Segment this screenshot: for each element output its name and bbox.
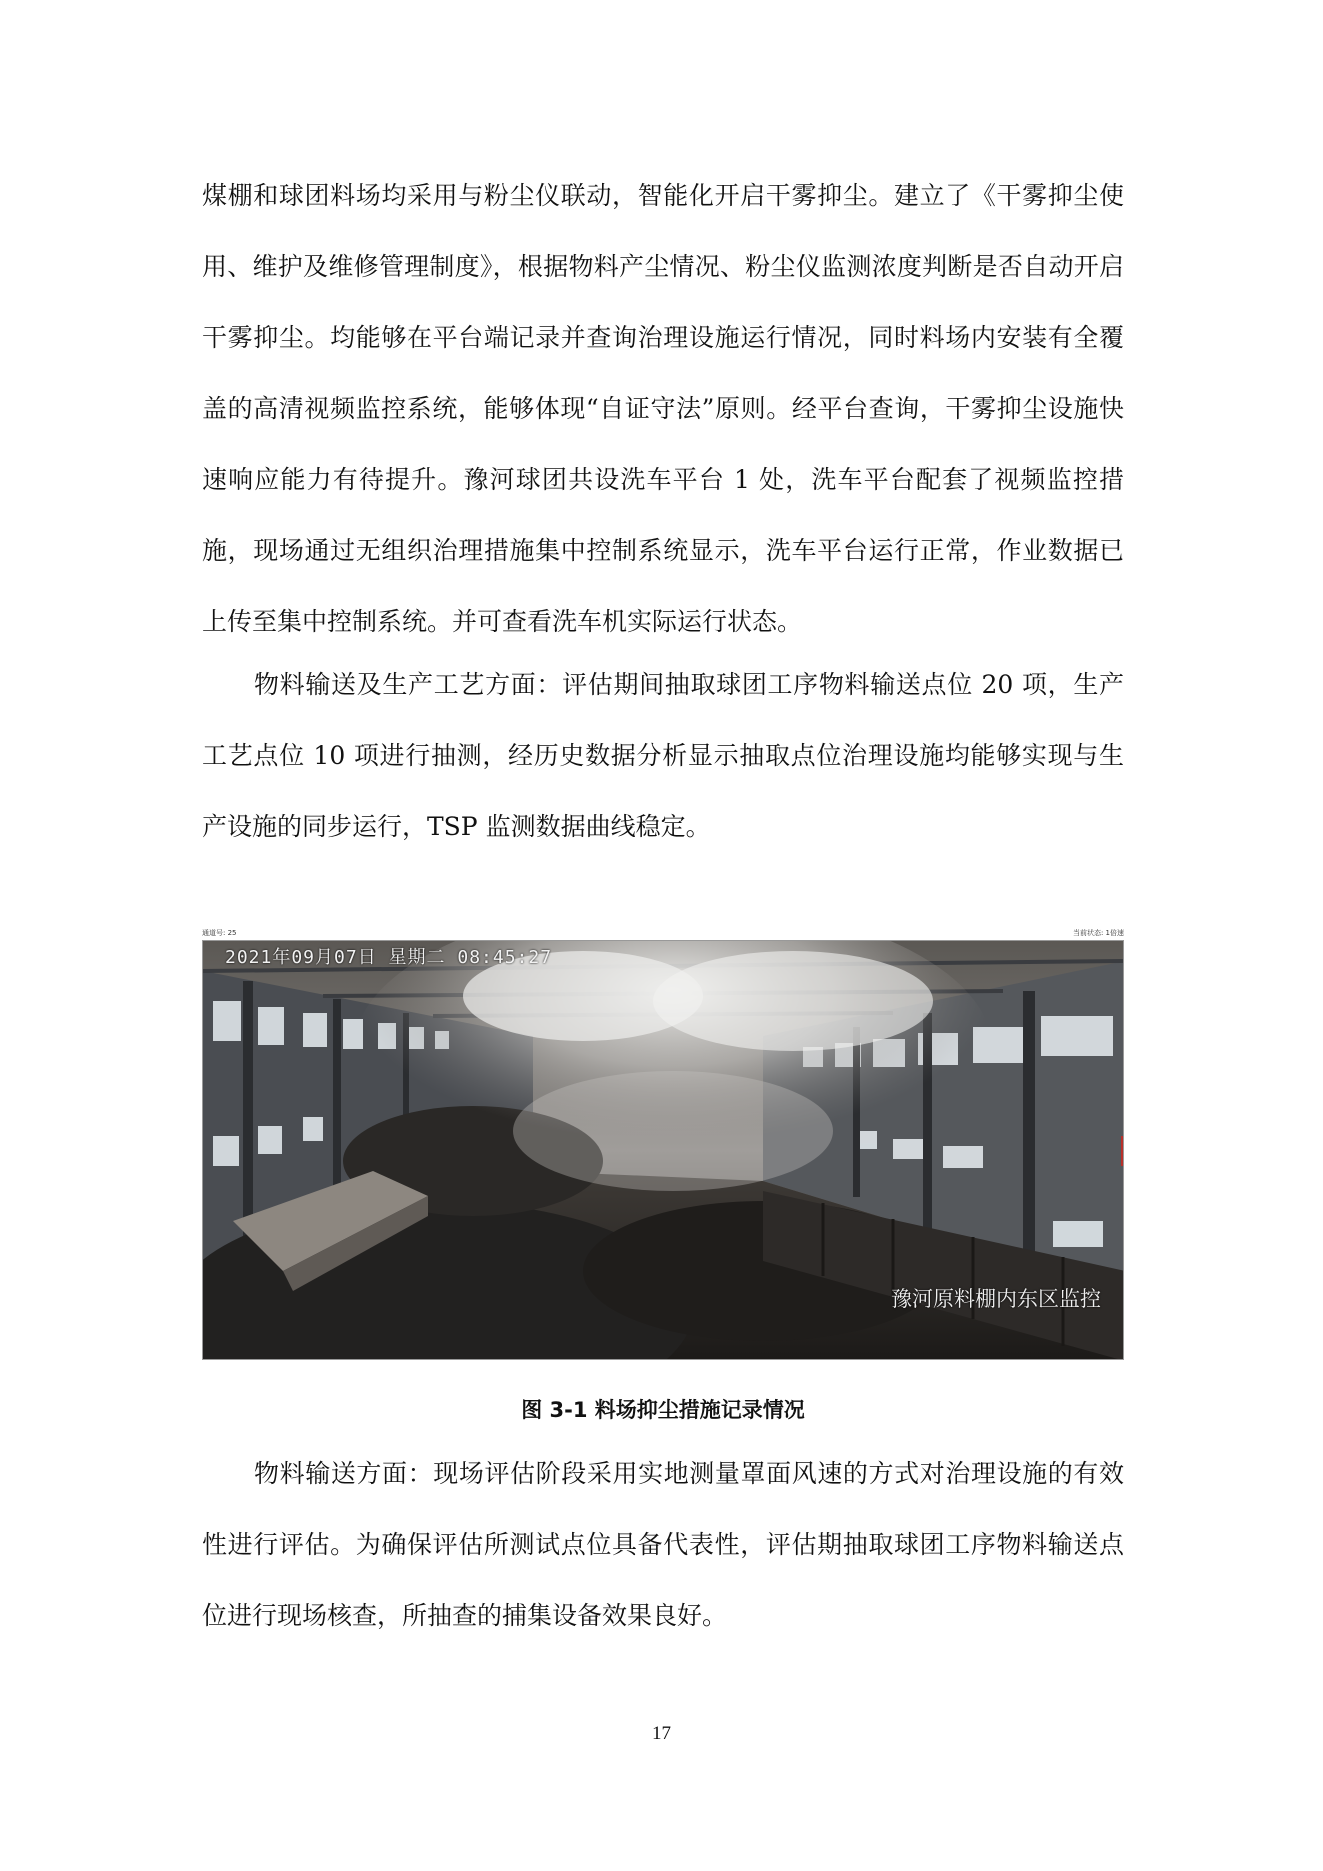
paragraph-dry-fog: 煤棚和球团料场均采用与粉尘仪联动，智能化开启干雾抑尘。建立了《干雾抑尘使用、维护及维修管理制度》，根据物料产尘情况、粉尘仪监测浓度判断是否自动开启干雾抑尘。均能够在平台端记录并查询治理设施运行情况，同时料场内安装有全覆盖的高清视频监控系统，能够体现“自证守法”原则。经平台查询，干雾抑尘设施快速响应能力有待提升。豫河球团共设洗车平台 1 处，洗车平台配套了视频监控措施，现场通过无组织治理措施集中控制系统显示，洗车平台运行正常，作业数据已上传至集中控制系统。并可查看洗车机实际运行状态。 — [202, 181, 1124, 636]
surveillance-photo — [202, 940, 1124, 1360]
paragraph-conveying-process: 物料输送及生产工艺方面：评估期间抽取球团工序物料输送点位 20 项，生产工艺点位 10 项进行抽测，经历史数据分析显示抽取点位治理设施均能够实现与生产设施的同步运行，TSP 监测数据曲线稳定。 — [202, 670, 1124, 841]
channel-label: 通道号: 25 — [202, 929, 237, 937]
page-number: 17 — [652, 1723, 671, 1744]
figure-header — [202, 926, 1124, 940]
figure-3-1 — [202, 926, 1124, 1360]
camera-label-overlay: 豫河原料棚内东区监控 — [891, 1287, 1101, 1311]
paragraph-conveying-assessment: 物料输送方面：现场评估阶段采用实地测量罩面风速的方式对治理设施的有效性进行评估。为确保评估所测试点位具备代表性，评估期抽取球团工序物料输送点位进行现场核查，所抽查的捕集设备效果良好。 — [202, 1459, 1124, 1630]
figure-caption: 图 3-1 料场抑尘措施记录情况 — [521, 1398, 805, 1422]
playback-status: 当前状态: 1倍速 — [1072, 929, 1124, 937]
timestamp-overlay: 2021年09月07日 星期二 08:45:27 — [225, 947, 553, 968]
